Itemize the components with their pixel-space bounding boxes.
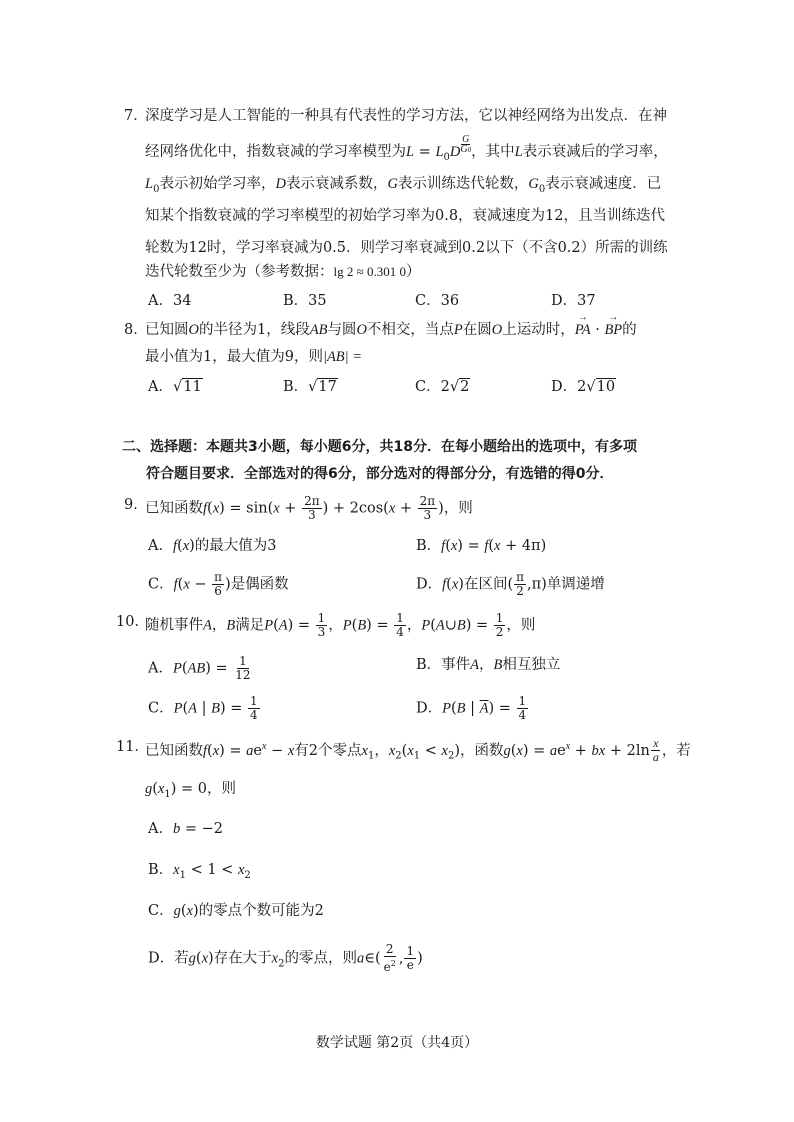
question-text: $g(x_1) = 0$，则 (145, 781, 236, 800)
formula: L (406, 144, 415, 160)
question-number: 11． (116, 739, 149, 755)
option-a[interactable]: A．P(AB) = $\frac{1}{12}$ (148, 654, 251, 682)
option-c[interactable]: C．P(A | B) = $\frac{1}{4}$ (148, 694, 258, 722)
question-text: 已知函数f(x) = sin(x + $\frac{2\pi}{3}$ ) + 2cos(x + $\frac{2\pi}{3}$ )，则 (145, 494, 473, 522)
option-d[interactable]: D．2√10 (551, 379, 616, 395)
option-c[interactable]: C．2√2 (415, 379, 470, 395)
question-text: $L_0$表示初始学习率，D表示衰减系数，G表示训练迭代轮数，$G_0$表示衰减速度．已 (145, 176, 662, 195)
question-text: 经网络优化中，指数衰减的学习率模型为$L = L_0D$ $\frac{G}{G0}$ ，其中L表示衰减后的学习率， (145, 134, 668, 163)
option-c[interactable]: C．f(x − $\frac{\pi}{6}$ )是偶函数 (148, 570, 289, 598)
question-text: 知某个指数衰减的学习率模型的初始学习率为0.8，衰减速度为12，且当训练迭代 (145, 208, 666, 224)
option-a[interactable]: A．b = −2 (148, 821, 223, 837)
question-number: 10． (116, 614, 149, 630)
option-d[interactable]: D．P(B | $\overline{A}$) = $\frac{1}{4}$ (416, 694, 527, 722)
question-text: 最小值为1，最大值为9，则|AB| = (145, 349, 363, 365)
question-text: 随机事件A，B满足P(A) = $\frac{1}{3}$ ，P(B) = $\frac{1}{4}$ ，P(A∪B) = $\frac{1}{2}$ ，则 (145, 611, 536, 639)
section-instructions: 符合题目要求．全部选对的得6分，部分选对的得部分分，有选错的得0分． (146, 466, 614, 482)
option-b[interactable]: B．f(x) = f(x + 4π) (416, 538, 547, 554)
option-c[interactable]: C．36 (415, 293, 460, 309)
option-b[interactable]: B．35 (283, 293, 327, 309)
option-b[interactable]: B．$x_1 < 1 < x_2$ (148, 862, 251, 881)
option-a[interactable]: A．f(x)的最大值为3 (148, 538, 277, 554)
option-d[interactable]: D．f(x)在区间( $\frac{\pi}{2}$ ,π)单调递增 (416, 570, 605, 598)
section-title: 二、选择题：本题共3小题，每小题6分，共18分．在每小题给出的选项中，有多项 (122, 439, 637, 455)
option-b[interactable]: B．事件A，B相互独立 (416, 657, 561, 673)
question-text: 深度学习是人工智能的一种具有代表性的学习方法，它以神经网络为出发点．在神 (145, 108, 667, 124)
question-number: 7． (124, 108, 148, 124)
question-text: 已知圆O的半径为1，线段AB与圆O不相交，当点P在圆O上运动时，→ PA · → BP的 (145, 320, 637, 340)
question-text: 已知函数$f(x) = ae^x - x$有2个零点$x_1$，$x_2(x_1 < x_2)$，函数$g(x) = ae^x$ + bx + 2ln $\frac{x}{a}$ ，若 (145, 736, 691, 765)
option-a[interactable]: A．√11 (148, 379, 202, 395)
option-b[interactable]: B．√17 (283, 379, 337, 395)
exponent-fraction: $\frac{G}{G0}$ (460, 134, 472, 155)
option-d[interactable]: D．37 (551, 293, 596, 309)
question-number: 9． (124, 497, 148, 513)
question-text: 轮数为12时，学习率衰减为0.5．则学习率衰减到0.2以下（不含0.2）所需的训练 (145, 240, 668, 256)
option-a[interactable]: A．34 (148, 293, 192, 309)
question-text: 迭代轮数至少为（参考数据：lg 2 ≈ 0.301 0） (145, 264, 421, 280)
option-d[interactable]: D．若g(x)存在大于$x_2$的零点，则a∈( $\frac{2}{e^2}$ , $\frac{1}{e}$ ) (148, 942, 423, 974)
question-number: 8． (124, 322, 148, 338)
page-footer: 数学试题 第2页（共4页） (315, 1035, 479, 1051)
option-c[interactable]: C．g(x)的零点个数可能为2 (148, 903, 324, 919)
